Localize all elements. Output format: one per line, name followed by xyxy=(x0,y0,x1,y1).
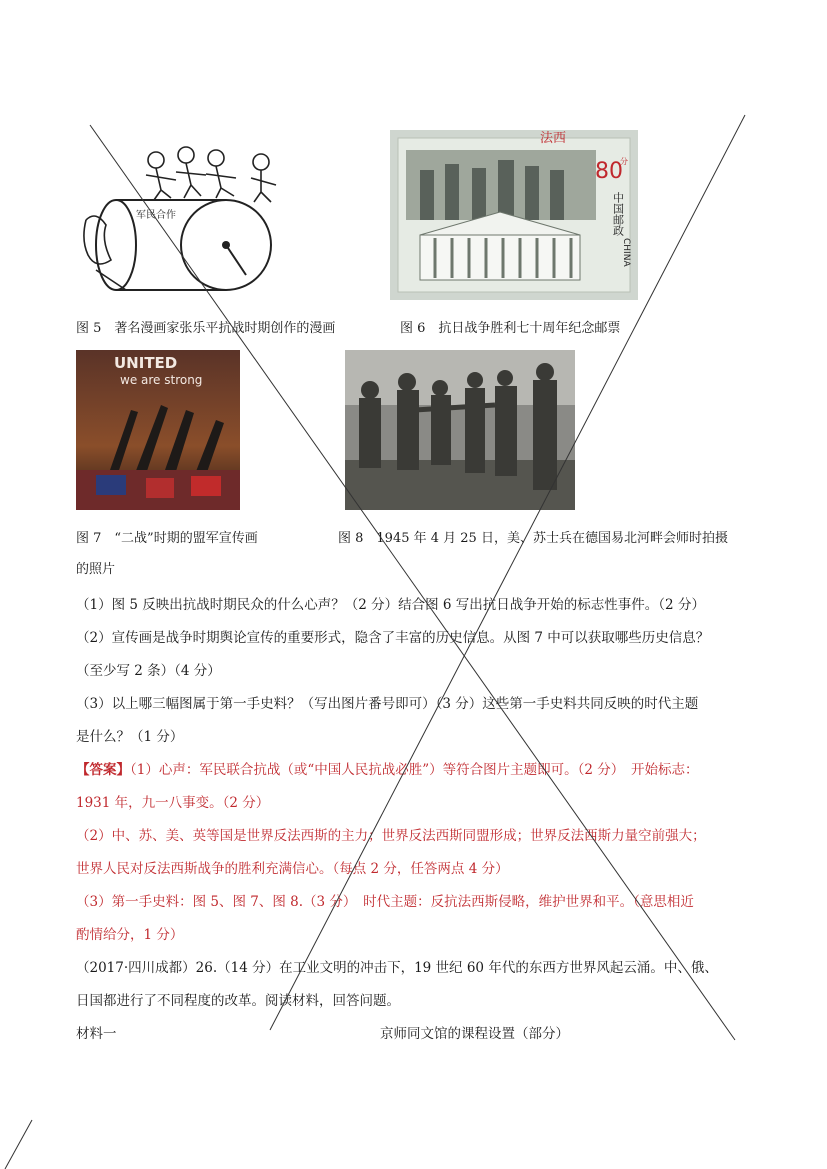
answer-line6: 酌情给分，1 分） xyxy=(76,927,184,943)
poster-line2: we are strong xyxy=(120,373,203,387)
answer-text-1: （1）心声：军民联合抗战（或“中国人民抗战必胜”）等符合图片主题即可。（2 分） 开始标志： xyxy=(130,762,699,778)
stamp-country-en: CHINA xyxy=(621,238,631,267)
answer-label: 【答案】 xyxy=(76,762,130,778)
answer-line4: 世界人民对反法西斯战争的胜利充满信心。（每点 2 分，任答两点 4 分） xyxy=(76,861,509,877)
question-3-line2: 是什么？（1 分） xyxy=(76,729,184,745)
answer-line3: （2）中、苏、美、英等国是世界反法西斯的主力；世界反法西斯同盟形成；世界反法西斯力量空前强大； xyxy=(76,828,706,844)
answer-line5: （3）第一手史料：图 5、图 7、图 8.（3 分） 时代主题：反抗法西斯侵略，维护世界和平。（意思相近 xyxy=(76,894,694,910)
figure-5-caption: 图 5 著名漫画家张乐平抗战时期创作的漫画 xyxy=(76,321,336,336)
answer-line2: 1931 年，九一八事变。（2 分） xyxy=(76,795,270,811)
material-title: 京师同文馆的课程设置（部分） xyxy=(380,1026,569,1042)
cartoon-drum-text: 军民合作 xyxy=(136,210,176,221)
next-question-line2: 日国都进行了不同程度的改革。阅读材料，回答问题。 xyxy=(76,993,400,1009)
stamp-top-text: 法西 xyxy=(540,131,567,146)
question-2-line1: （2）宣传画是战争时期舆论宣传的重要形式，隐含了丰富的历史信息。从图 7 中可以获取哪些历史信息？ xyxy=(76,630,710,646)
figure-6-caption: 图 6 抗日战争胜利七十周年纪念邮票 xyxy=(400,321,621,336)
poster-line1: UNITED xyxy=(114,354,178,372)
question-2-line2: （至少写 2 条）（4 分） xyxy=(76,663,221,679)
next-question-line1: （2017·四川成都）26.（14 分）在工业文明的冲击下，19 世纪 60 年代的东西方世界风起云涌。中、俄、 xyxy=(76,960,718,976)
question-3-line1: （3）以上哪三幅图属于第一手史料？（写出图片番号即可）（3 分）这些第一手史料共同反映的时代主题 xyxy=(76,696,699,712)
stamp-value: 80 xyxy=(595,159,623,184)
material-label: 材料一 xyxy=(76,1026,117,1042)
question-1: （1）图 5 反映出抗战时期民众的什么心声？（2 分）结合图 6 写出抗日战争开始的标志性事件。（2 分） xyxy=(76,597,705,613)
figure-7-caption: 图 7 “二战”时期的盟军宣传画 xyxy=(76,531,258,546)
figure-8-caption-line2: 的照片 xyxy=(76,562,116,577)
stamp-country: 中国邮政 xyxy=(611,192,625,236)
figure-8-caption-line1: 图 8 1945 年 4 月 25 日，美、苏士兵在德国易北河畔会师时拍摄 xyxy=(338,531,728,546)
stamp-unit: 分 xyxy=(620,157,628,166)
